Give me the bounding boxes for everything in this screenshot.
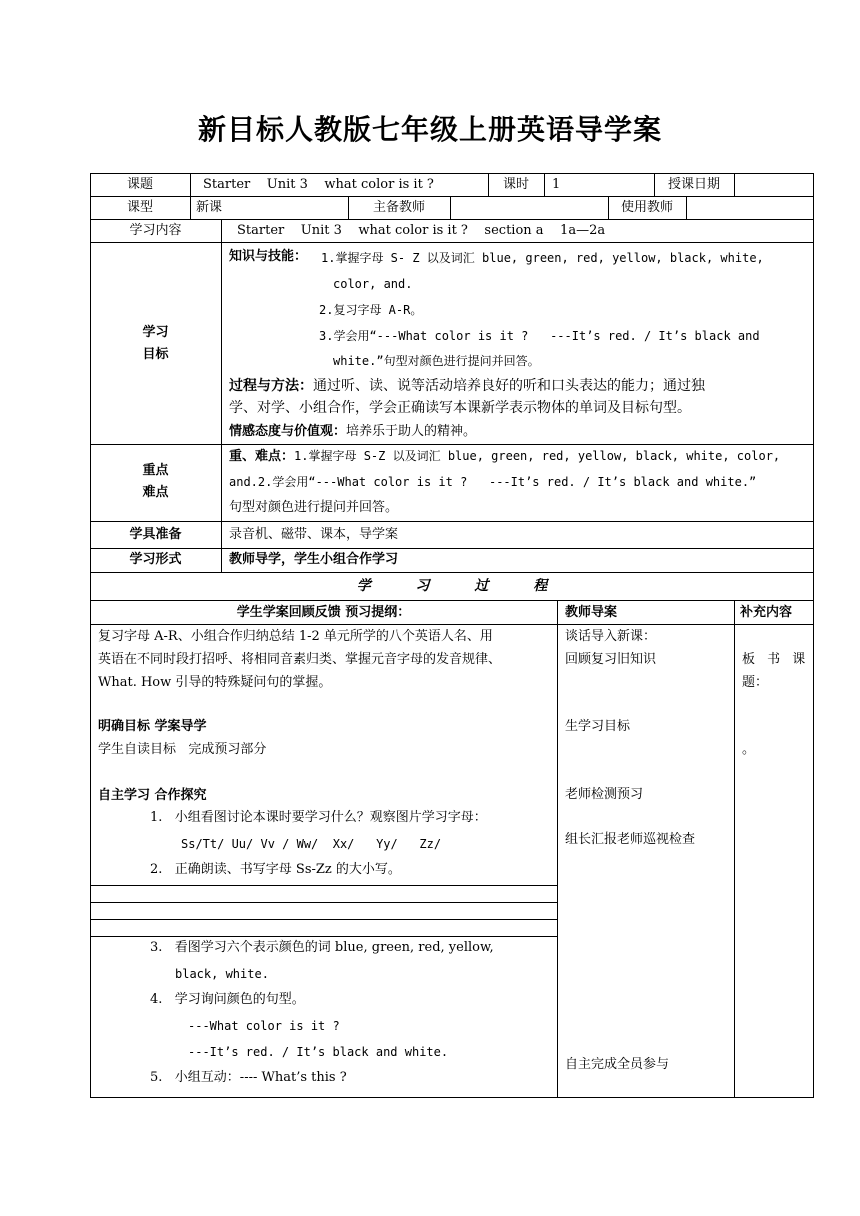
col-student-header: 学生学案回顾反馈 预习提纲：	[236, 605, 411, 620]
emotion-line	[229, 423, 476, 441]
self-study-item-3b: black, white.	[175, 967, 269, 981]
goal-section-head: 明确目标 学案导学	[98, 719, 207, 734]
col-supplement-header: 补充内容	[740, 605, 793, 620]
topic-value: Starter Unit 3 what color is it ?	[203, 177, 434, 192]
supplement-line-1: 板 书 课	[742, 652, 806, 667]
goals-label-2: 目标	[142, 347, 169, 362]
tools-value: 录音机、磁带、课本，导学案	[229, 527, 399, 542]
key-label-2: 难点	[142, 485, 169, 500]
key-line-3: 句型对颜色进行提问并回答。	[229, 500, 399, 515]
document-title: 新目标人教版七年级上册英语导学案	[197, 113, 662, 146]
lesson-type-value: 新课	[196, 200, 223, 215]
review-line-1: 复习字母 A-R、小组合作归纳总结 1-2 单元所学的八个英语人名、用	[98, 629, 493, 644]
teacher-note-2: 回顾复习旧知识	[565, 652, 657, 667]
col-teacher-header: 教师导案	[565, 605, 618, 620]
teacher-note-5: 组长汇报老师巡视检查	[565, 832, 696, 847]
key-line-1	[229, 447, 780, 466]
goal-section-text: 学生自读目标 完成预习部分	[98, 742, 267, 757]
skill-line-2: 2.复习字母 A-R。	[319, 303, 423, 317]
key-line-2: and.2.学会用“---What color is it ? ---It’s red. / It’s black and white.”	[229, 475, 757, 489]
period-label: 课时	[502, 177, 529, 192]
supplement-line-2: 题：	[742, 675, 769, 690]
form-label: 学习形式	[129, 552, 182, 567]
skill-head: 知识与技能：	[229, 249, 308, 264]
emotion-text: 培养乐于助人的精神。	[346, 424, 477, 439]
key-label-1: 重点	[142, 463, 169, 478]
method-head: 过程与方法：	[229, 378, 313, 394]
supplement-line-3: 。	[742, 742, 756, 757]
teacher-note-4: 老师检测预习	[565, 787, 644, 802]
tools-label: 学具准备	[129, 527, 182, 542]
self-study-item-1b: Ss/Tt/ Uu/ Vv / Ww/ Xx/ Yy/ Zz/	[181, 837, 442, 851]
skill-line-3a: 3.学会用“---What color is it ? ---It’s red. / It’s black and	[319, 329, 760, 343]
lesson-type-label: 课型	[126, 200, 153, 215]
skill-line-1a: 1.掌握字母 S- Z 以及词汇 blue, green, red, yellow, black, white,	[321, 251, 764, 265]
goals-label-1: 学习	[142, 325, 169, 340]
key-text-1: 1.掌握字母 S-Z 以及词汇 blue, green, red, yellow, black, white, color,	[294, 449, 781, 463]
self-study-head: 自主学习 合作探究	[98, 788, 207, 803]
process-title: 学 习 过 程	[356, 578, 548, 594]
skill-line-3b: white.”句型对颜色进行提问并回答。	[333, 354, 540, 368]
key-head: 重、难点：	[229, 449, 295, 464]
method-line-2: 学、对学、小组合作，学会正确读写本课新学表示物体的单词及目标句型。	[229, 400, 691, 416]
period-value: 1	[552, 177, 561, 192]
date-label: 授课日期	[667, 177, 720, 192]
self-study-item-2: 2. 正确朗读、书写字母 Ss-Zz 的大小写。	[150, 862, 401, 877]
self-study-item-4b: ---It’s red. / It’s black and white.	[188, 1045, 449, 1059]
topic-label: 课题	[126, 177, 153, 192]
method-line-1	[229, 377, 705, 395]
self-study-item-4a: ---What color is it ?	[188, 1019, 340, 1033]
self-study-item-4: 4. 学习询问颜色的句型。	[150, 992, 305, 1007]
method-text-1: 通过听、读、说等活动培养良好的听和口头表达的能力；通过独	[313, 378, 705, 394]
self-study-item-3-text: 3. 看图学习六个表示颜色的词 blue, green, red, yellow,	[150, 940, 494, 955]
emotion-head: 情感态度与价值观：	[229, 424, 347, 439]
self-study-item-3	[150, 939, 494, 957]
teacher-note-1: 谈话导入新课：	[565, 629, 657, 644]
form-value: 教师导学，学生小组合作学习	[229, 552, 399, 567]
user-teacher-label: 使用教师	[620, 200, 673, 215]
lead-teacher-label: 主备教师	[372, 200, 425, 215]
self-study-item-1: 1. 小组看图讨论本课时要学习什么？观察图片学习字母：	[150, 810, 487, 825]
teacher-note-3: 生学习目标	[565, 719, 631, 734]
content-value: Starter Unit 3 what color is it ? section a 1a—2a	[237, 223, 606, 238]
review-line-3: What. How 引导的特殊疑问句的掌握。	[98, 675, 332, 690]
review-line-2: 英语在不同时段打招呼、将相同音素归类、掌握元音字母的发音规律、	[98, 652, 502, 667]
self-study-item-5: 5. 小组互动：---- What’s this ?	[150, 1070, 347, 1085]
skill-line-1b: color, and.	[333, 277, 413, 291]
teacher-note-6: 自主完成全员参与	[565, 1057, 670, 1072]
content-label: 学习内容	[129, 223, 182, 238]
